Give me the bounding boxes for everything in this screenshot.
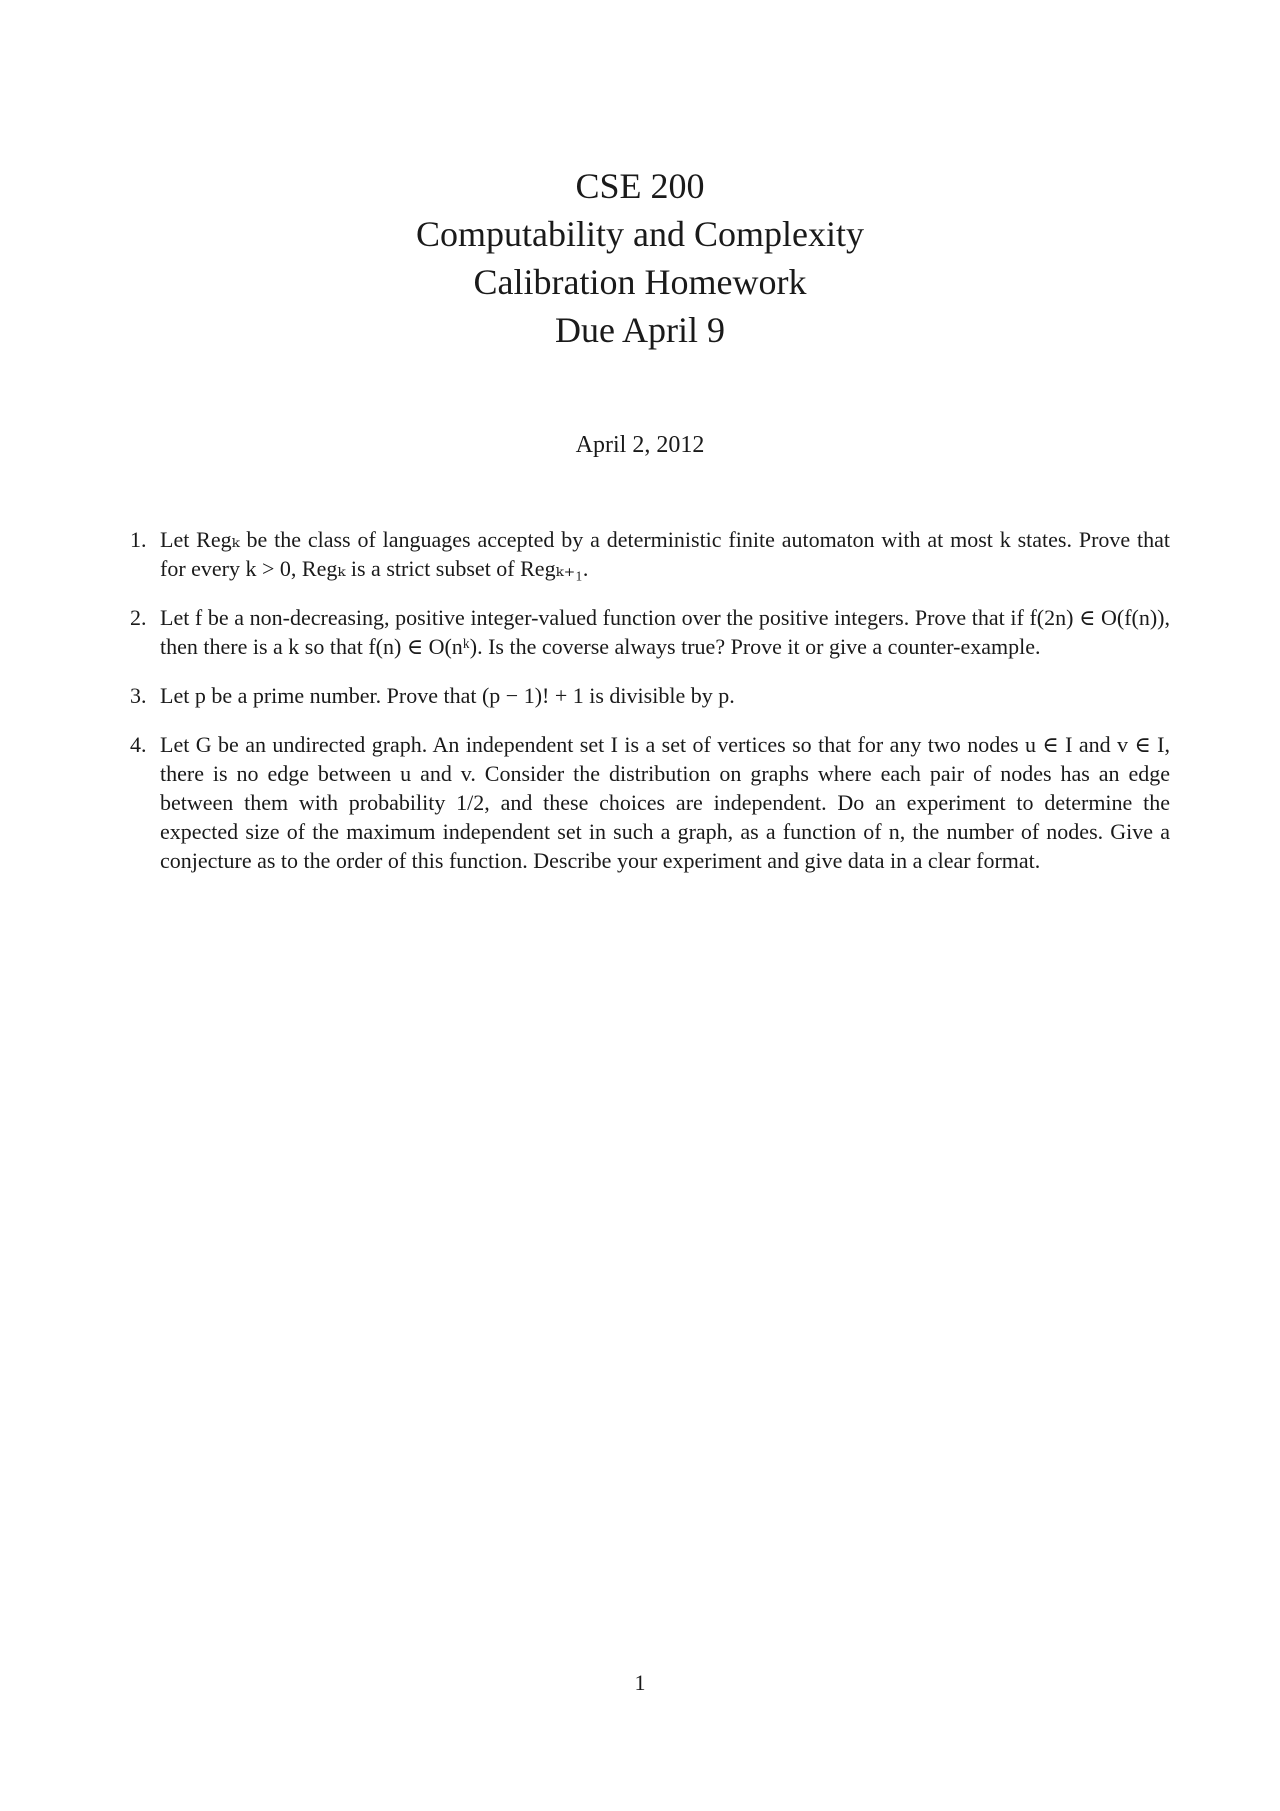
problem-text: Let p be a prime number. Prove that (p − 1)! + 1 is divisible by p. bbox=[160, 683, 735, 708]
document-title-block bbox=[0, 162, 1280, 354]
document-date: April 2, 2012 bbox=[575, 432, 705, 458]
page-number: 1 bbox=[634, 1670, 646, 1695]
problem-item bbox=[130, 730, 1170, 875]
problem-item bbox=[130, 681, 1170, 710]
course-code: CSE 200 bbox=[575, 166, 705, 206]
course-title: Computability and Complexity bbox=[416, 214, 864, 254]
problem-number: 4. bbox=[130, 732, 147, 757]
problem-text: Let f be a non-decreasing, positive integer-valued function over the positive integers. Prove that if f(2n) ∈ O(f(n)), then there is a k so that f(n) ∈ O(nᵏ). Is the coverse always true? Prove it or give a counter-example. bbox=[160, 605, 1170, 659]
problem-text: Let Regₖ be the class of languages accepted by a deterministic finite automaton with at most k states. Prove that for every k > 0, Regₖ is a strict subset of Regₖ₊₁. bbox=[160, 527, 1170, 581]
assignment-title: Calibration Homework bbox=[473, 262, 807, 302]
problem-number: 3. bbox=[130, 683, 147, 708]
due-date: Due April 9 bbox=[555, 310, 725, 350]
problem-text: Let G be an undirected graph. An independent set I is a set of vertices so that for any two nodes u ∈ I and v ∈ I, there is no edge between u and v. Consider the distribution on graphs where each pair of nodes has an edge between them with probability 1/2, and these choices are independent. Do an experiment to determine the expected size of the maximum independent set in such a graph, as a function of n, the number of nodes. Give a conjecture as to the order of this function. Describe your experiment and give data in a clear format. bbox=[160, 732, 1170, 873]
problem-list bbox=[130, 525, 1170, 895]
problem-item bbox=[130, 603, 1170, 661]
problem-number: 1. bbox=[130, 527, 147, 552]
problem-item bbox=[130, 525, 1170, 583]
problem-number: 2. bbox=[130, 605, 147, 630]
